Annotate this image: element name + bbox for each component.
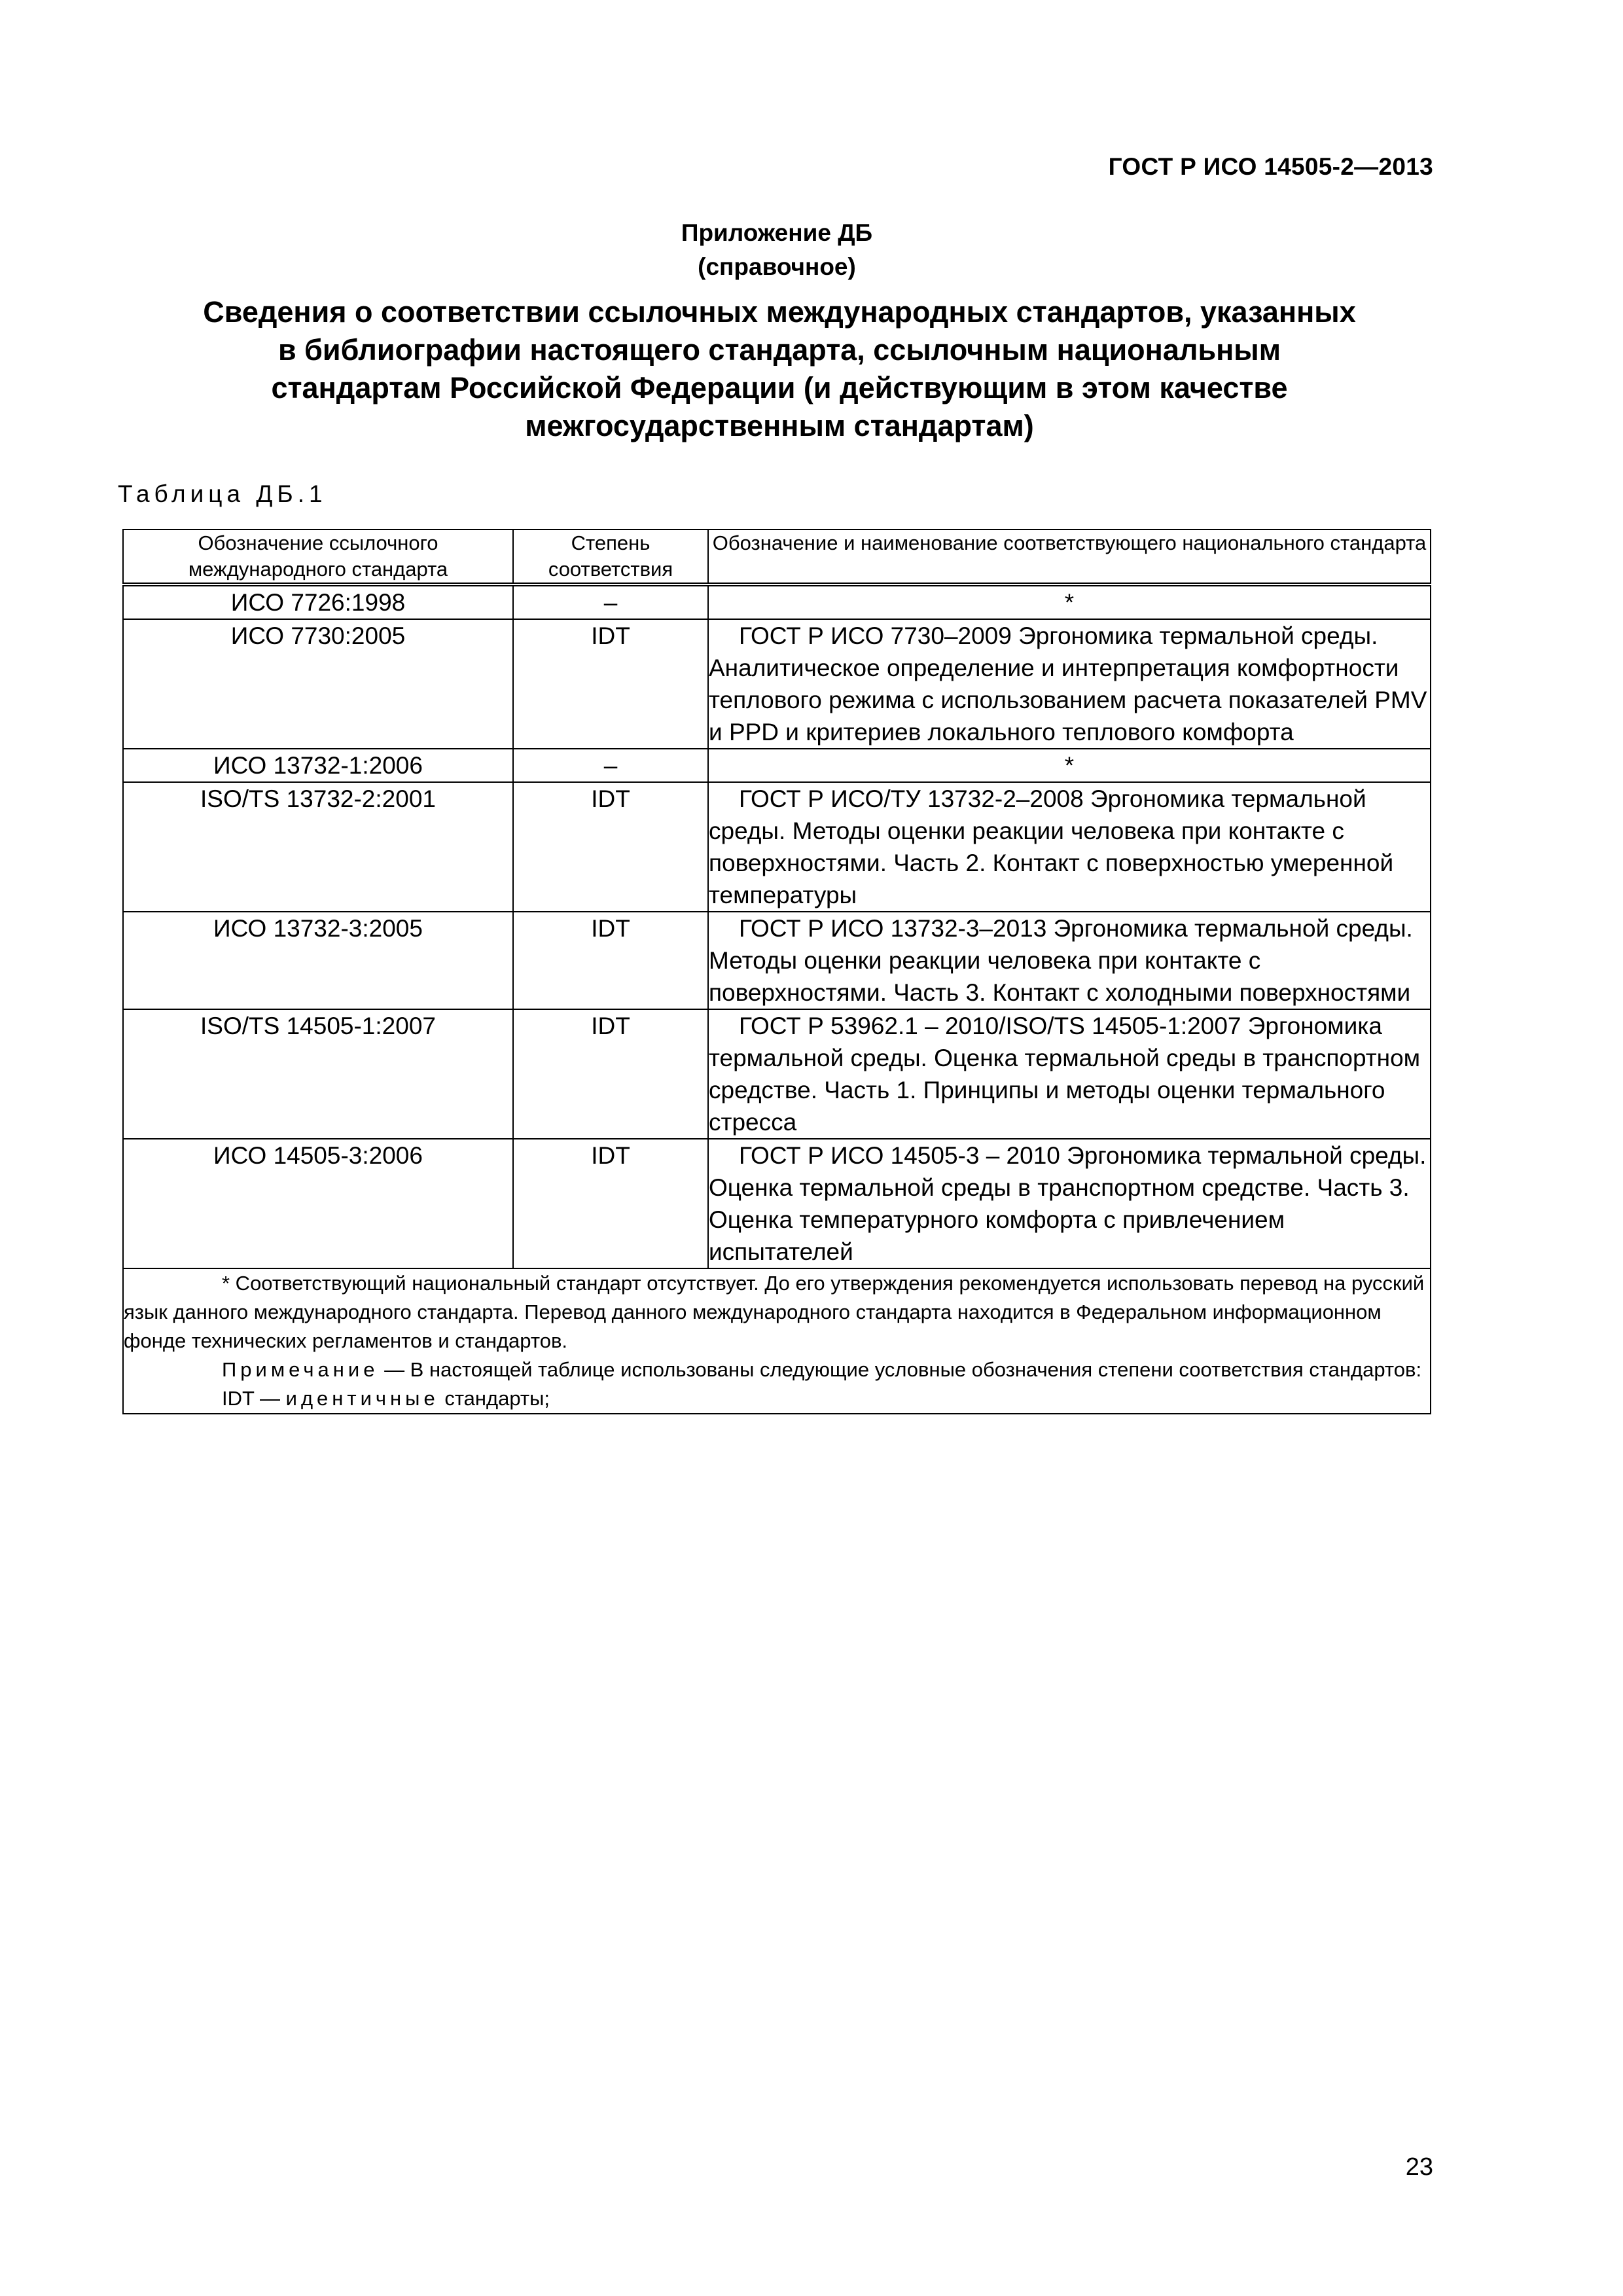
- national-standard-text: ГОСТ Р ИСО 7730–2009 Эргономика термальной среды. Аналитическое определение и интерпретация комфортности теплового режима с использованием расчета показателей PMV и PPD и критериев локального теплового комфорта: [709, 622, 1427, 745]
- international-code-cell: ISO/TS 14505-1:2007: [123, 1009, 513, 1139]
- legend-rest: стандарты;: [444, 1387, 550, 1410]
- table-row: [123, 584, 1431, 619]
- degree-cell: IDT: [513, 912, 708, 1009]
- title-line: межгосударственным стандартам): [525, 409, 1034, 442]
- header-degree: Степень соответствия: [513, 529, 708, 584]
- title-line: стандартам Российской Федерации (и действующим в этом качестве: [271, 371, 1288, 404]
- appendix-heading: [0, 216, 1554, 284]
- table-row: [123, 782, 1431, 912]
- table-row: [123, 619, 1431, 749]
- footnote-text: * Соответствующий национальный стандарт отсутствует. До его утверждения рекомендуется использовать перевод на русский язык данного международного стандарта. Перевод данного международного стандарта находится в Федеральном информационном фонде технических регламентов и стандартов.: [124, 1272, 1425, 1352]
- table-row: [123, 1009, 1431, 1139]
- degree-cell: –: [513, 584, 708, 619]
- national-standard-text: ГОСТ Р ИСО 14505-3 – 2010 Эргономика термальной среды. Оценка термальной среды в транспортном средстве. Часть 3. Оценка температурного комфорта с привлечением испытателей: [709, 1142, 1427, 1265]
- international-code-cell: ИСО 7730:2005: [123, 619, 513, 749]
- note-legend: [124, 1384, 1430, 1413]
- header-international-standard: Обозначение ссылочного международного стандарта: [123, 529, 513, 584]
- legend-code: IDT —: [222, 1387, 280, 1410]
- national-standard-cell: [708, 619, 1431, 749]
- international-code-cell: ИСО 14505-3:2006: [123, 1139, 513, 1268]
- table-header-row: [123, 529, 1431, 584]
- degree-cell: IDT: [513, 782, 708, 912]
- national-standard-cell: [708, 1009, 1431, 1139]
- national-standard-cell: *: [708, 749, 1431, 782]
- legend-term: идентичные: [285, 1387, 439, 1410]
- header-national-standard: Обозначение и наименование соответствующего национального стандарта: [708, 529, 1431, 584]
- document-title: [111, 293, 1448, 445]
- footnote-cell: [123, 1268, 1431, 1414]
- degree-cell: IDT: [513, 1139, 708, 1268]
- degree-cell: IDT: [513, 1009, 708, 1139]
- international-code-cell: ИСО 13732-1:2006: [123, 749, 513, 782]
- note-text: — В настоящей таблице использованы следующие условные обозначения степени соответствия стандартов:: [384, 1358, 1422, 1381]
- international-code-cell: ИСО 7726:1998: [123, 584, 513, 619]
- table-row: [123, 749, 1431, 782]
- table-note: [124, 1355, 1430, 1384]
- national-standard-cell: [708, 1139, 1431, 1268]
- international-code-cell: ISO/TS 13732-2:2001: [123, 782, 513, 912]
- page-number: 23: [1405, 2153, 1433, 2181]
- title-line: Сведения о соответствии ссылочных международных стандартов, указанных: [203, 295, 1356, 329]
- national-standard-text: ГОСТ Р 53962.1 – 2010/ISO/TS 14505-1:2007 Эргономика термальной среды. Оценка термальной среды в транспортном средстве. Часть 1. Принципы и методы оценки термального стресса: [709, 1013, 1421, 1136]
- table-label: Таблица ДБ.1: [118, 480, 327, 507]
- appendix-type: (справочное): [698, 253, 856, 280]
- degree-cell: –: [513, 749, 708, 782]
- national-standard-text: ГОСТ Р ИСО 13732-3–2013 Эргономика термальной среды. Методы оценки реакции человека при контакте с поверхностями. Часть 3. Контакт с холодными поверхностями: [709, 915, 1413, 1006]
- international-code-cell: ИСО 13732-3:2005: [123, 912, 513, 1009]
- note-label: Примечание: [222, 1358, 379, 1381]
- title-line: в библиографии настоящего стандарта, ссылочным национальным: [277, 333, 1281, 367]
- national-standard-cell: *: [708, 584, 1431, 619]
- national-standard-cell: [708, 782, 1431, 912]
- national-standard-text: ГОСТ Р ИСО/ТУ 13732-2–2008 Эргономика термальной среды. Методы оценки реакции человека при контакте с поверхностями. Часть 2. Контакт с поверхностью умеренной температуры: [709, 785, 1394, 908]
- standard-code: ГОСТ Р ИСО 14505-2—2013: [1108, 153, 1433, 180]
- footnote: [124, 1269, 1430, 1355]
- national-standard-cell: [708, 912, 1431, 1009]
- standards-correspondence-table: [122, 529, 1431, 1414]
- table-row: [123, 1139, 1431, 1268]
- table-footnote-row: [123, 1268, 1431, 1414]
- degree-cell: IDT: [513, 619, 708, 749]
- appendix-name: Приложение ДБ: [681, 219, 873, 246]
- table-row: [123, 912, 1431, 1009]
